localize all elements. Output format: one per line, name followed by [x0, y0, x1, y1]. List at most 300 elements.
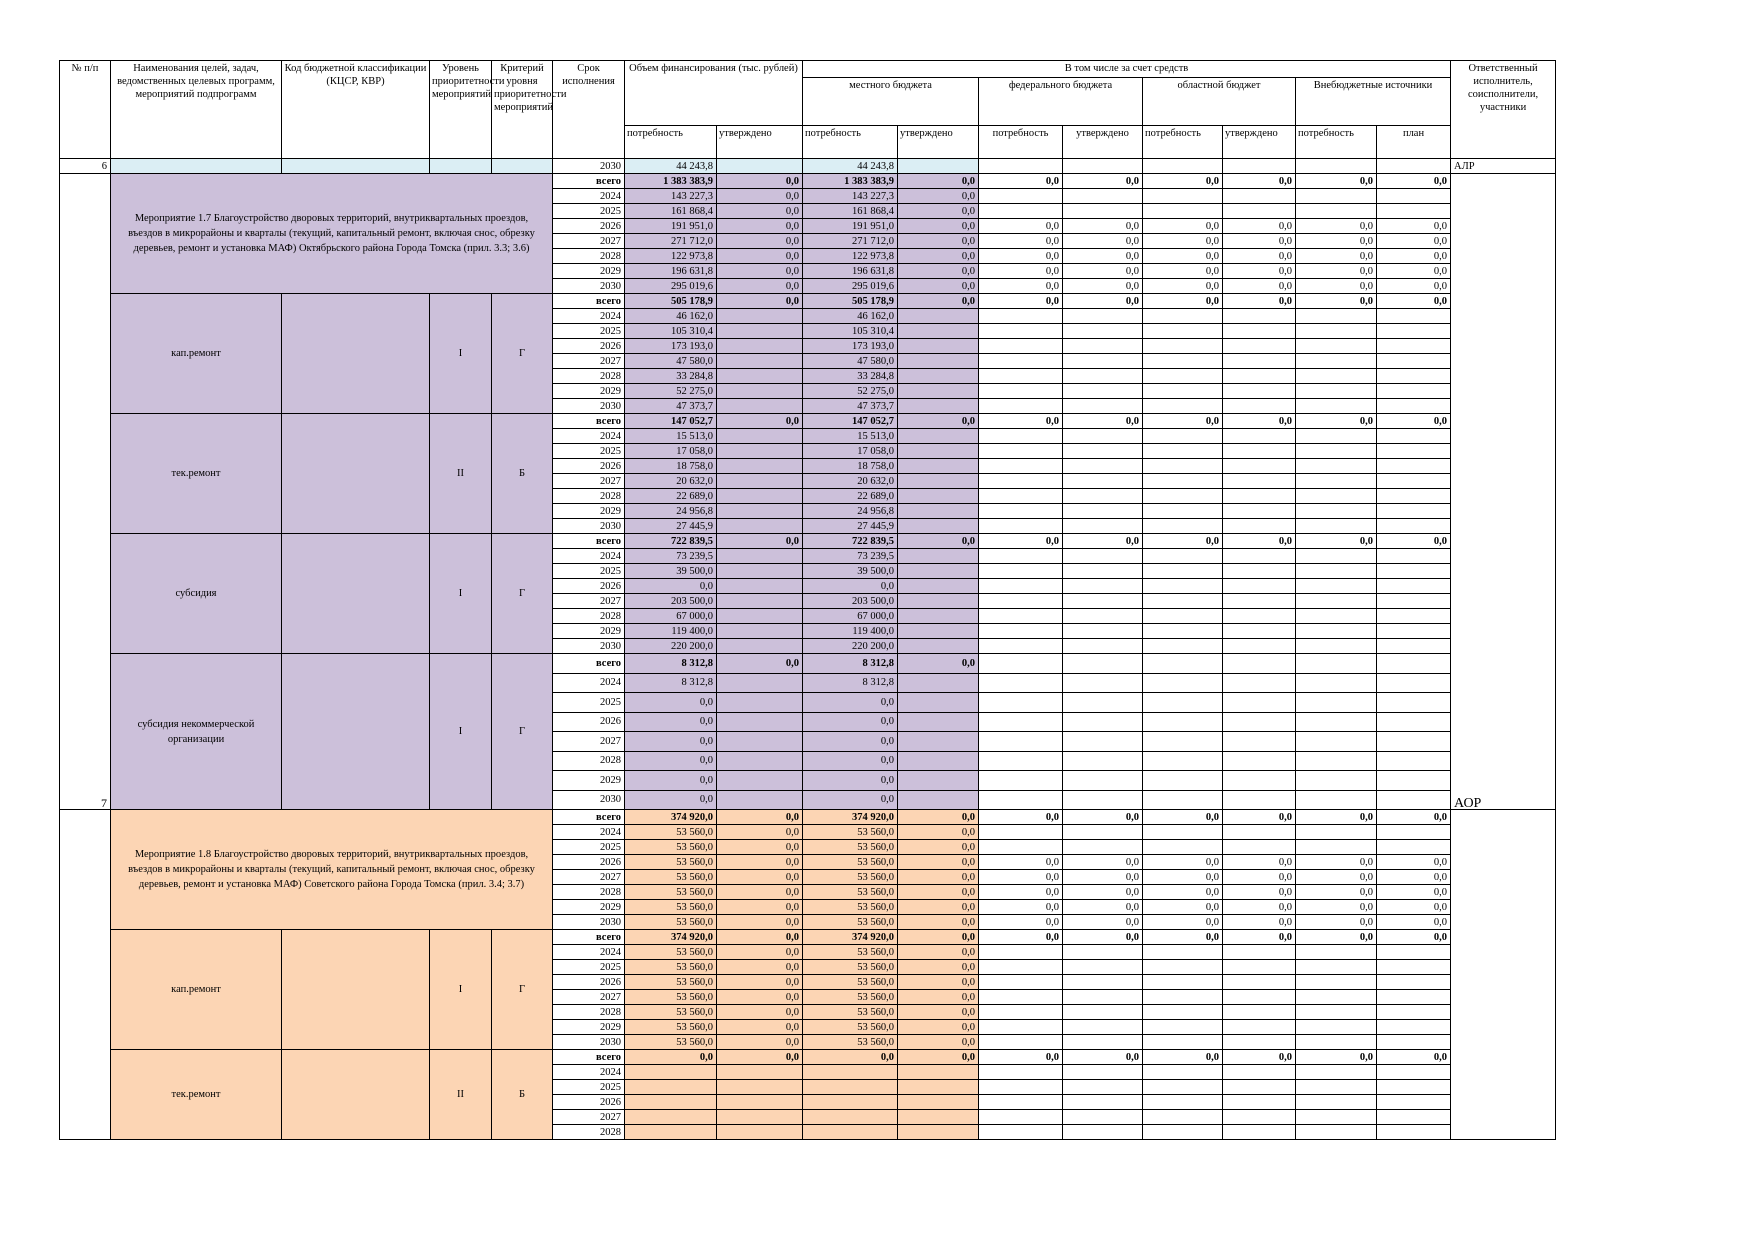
local-approved-cell [898, 1095, 979, 1110]
total-row [60, 1050, 1556, 1065]
other-budget-cell [1223, 519, 1296, 534]
local-need-cell: 53 560,0 [803, 855, 898, 870]
other-budget-cell: 0,0 [1377, 1050, 1451, 1065]
year-cell: 2025 [553, 1080, 625, 1095]
local-approved-cell [898, 444, 979, 459]
local-need-cell: 271 712,0 [803, 234, 898, 249]
local-approved-cell [898, 309, 979, 324]
local-need-cell: 67 000,0 [803, 609, 898, 624]
need-cell: 0,0 [625, 712, 717, 732]
other-budget-cell [1063, 384, 1143, 399]
priority-criterion: Б [492, 414, 553, 534]
other-budget-cell [1377, 771, 1451, 791]
approved-cell [717, 594, 803, 609]
approved-cell [717, 444, 803, 459]
other-budget-cell [1377, 1125, 1451, 1140]
other-budget-cell [1377, 444, 1451, 459]
financing-table [59, 60, 1556, 1140]
budget-code-cell [282, 1050, 430, 1140]
local-need-cell: 18 758,0 [803, 459, 898, 474]
header-responsible: Ответственный исполнитель, соисполнители, участники [1451, 61, 1556, 159]
other-budget-cell [1143, 1080, 1223, 1095]
other-budget-cell [1377, 673, 1451, 693]
local-approved-cell [898, 564, 979, 579]
year-cell: 2028 [553, 1005, 625, 1020]
local-need-cell: 53 560,0 [803, 870, 898, 885]
local-need-cell: 53 560,0 [803, 1020, 898, 1035]
local-approved-cell: 0,0 [898, 654, 979, 674]
approved-cell [717, 1080, 803, 1095]
financing-sheet [59, 60, 1555, 1180]
year-cell: 2026 [553, 339, 625, 354]
other-budget-cell [1063, 771, 1143, 791]
approved-cell [717, 579, 803, 594]
other-budget-cell [1063, 204, 1143, 219]
header-priority: Уровень приоритетности мероприятий [430, 61, 492, 159]
other-budget-cell [1223, 990, 1296, 1005]
other-budget-cell [1143, 990, 1223, 1005]
local-need-cell: 53 560,0 [803, 840, 898, 855]
need-cell: 374 920,0 [625, 810, 717, 825]
other-budget-cell: 0,0 [1377, 810, 1451, 825]
year-cell: 2024 [553, 673, 625, 693]
other-budget-cell [1143, 771, 1223, 791]
header-including: В том числе за счет средств [803, 61, 1451, 78]
other-budget-cell: 0,0 [1143, 264, 1223, 279]
other-budget-cell [1143, 790, 1223, 810]
header-criterion: Критерий уровня приоритетности мероприятий [492, 61, 553, 159]
local-need-cell: 1 383 383,9 [803, 174, 898, 189]
responsible-cell: АОР [1451, 174, 1556, 810]
need-cell: 53 560,0 [625, 1035, 717, 1050]
year-cell: 2024 [553, 189, 625, 204]
other-budget-cell [1063, 639, 1143, 654]
year-cell: 2027 [553, 1110, 625, 1125]
other-budget-cell [1377, 639, 1451, 654]
other-budget-cell: 0,0 [1377, 870, 1451, 885]
need-cell [625, 1095, 717, 1110]
local-approved-cell: 0,0 [898, 885, 979, 900]
other-budget-cell: 0,0 [1063, 1050, 1143, 1065]
total-row [60, 174, 1556, 189]
subitem-name: субсидия некоммерческой организации [111, 654, 282, 810]
subitem-name: тек.ремонт [111, 414, 282, 534]
other-budget-cell [1223, 1065, 1296, 1080]
other-budget-cell: 0,0 [1223, 900, 1296, 915]
other-budget-cell: 0,0 [1143, 855, 1223, 870]
local-approved-cell: 0,0 [898, 189, 979, 204]
other-budget-cell [1223, 189, 1296, 204]
local-need-cell: 722 839,5 [803, 534, 898, 549]
other-budget-cell: 0,0 [979, 870, 1063, 885]
other-budget-cell [1143, 1095, 1223, 1110]
approved-cell [717, 474, 803, 489]
need-cell: 52 275,0 [625, 384, 717, 399]
year-cell: 2027 [553, 732, 625, 752]
other-budget-cell: 0,0 [1063, 855, 1143, 870]
other-budget-cell [979, 1095, 1063, 1110]
local-approved-cell [898, 429, 979, 444]
other-budget-cell: 0,0 [1223, 1050, 1296, 1065]
local-need-cell: 147 052,7 [803, 414, 898, 429]
need-cell: 196 631,8 [625, 264, 717, 279]
other-budget-cell [1223, 1125, 1296, 1140]
year-cell: 2027 [553, 354, 625, 369]
other-budget-cell [1377, 654, 1451, 674]
year-cell: 2026 [553, 459, 625, 474]
local-need-cell: 173 193,0 [803, 339, 898, 354]
approved-cell: 0,0 [717, 855, 803, 870]
local-approved-cell [898, 1065, 979, 1080]
other-budget-cell [1143, 459, 1223, 474]
other-budget-cell [979, 594, 1063, 609]
other-budget-cell [1223, 594, 1296, 609]
local-need-cell: 53 560,0 [803, 990, 898, 1005]
other-budget-cell [1223, 1080, 1296, 1095]
other-budget-cell [1377, 1005, 1451, 1020]
other-budget-cell: 0,0 [1296, 294, 1377, 309]
other-budget-cell: 0,0 [1377, 174, 1451, 189]
approved-cell [717, 309, 803, 324]
other-budget-cell [1063, 732, 1143, 752]
need-cell: 73 239,5 [625, 549, 717, 564]
other-budget-cell [1296, 840, 1377, 855]
other-budget-cell: 0,0 [1223, 870, 1296, 885]
approved-cell [717, 459, 803, 474]
other-budget-cell [1223, 384, 1296, 399]
year-cell: 2028 [553, 885, 625, 900]
local-approved-cell: 0,0 [898, 1020, 979, 1035]
other-budget-cell: 0,0 [1223, 534, 1296, 549]
other-budget-cell [1377, 459, 1451, 474]
other-budget-cell: 0,0 [1296, 219, 1377, 234]
year-cell: 2030 [553, 399, 625, 414]
other-budget-cell: 0,0 [1296, 930, 1377, 945]
local-approved-cell [898, 751, 979, 771]
header-code: Код бюджетной классификации (КЦСР, КВР) [282, 61, 430, 159]
other-budget-cell: 0,0 [1377, 900, 1451, 915]
other-budget-cell [1223, 609, 1296, 624]
local-approved-cell: 0,0 [898, 249, 979, 264]
other-budget-cell: 0,0 [1223, 810, 1296, 825]
other-budget-cell [1223, 369, 1296, 384]
other-budget-cell [979, 960, 1063, 975]
approved-cell [717, 790, 803, 810]
other-budget-cell [1377, 945, 1451, 960]
other-budget-cell [1296, 732, 1377, 752]
local-need-cell: 196 631,8 [803, 264, 898, 279]
other-budget-cell [1296, 673, 1377, 693]
other-budget-cell: 0,0 [1296, 870, 1377, 885]
other-budget-cell [979, 489, 1063, 504]
other-budget-cell: 0,0 [1063, 930, 1143, 945]
other-budget-cell [1143, 489, 1223, 504]
other-budget-cell [1143, 945, 1223, 960]
other-budget-cell [1143, 384, 1223, 399]
other-budget-cell: 0,0 [979, 885, 1063, 900]
local-approved-cell [898, 790, 979, 810]
other-budget-cell: 0,0 [1377, 249, 1451, 264]
other-budget-cell [1063, 624, 1143, 639]
approved-cell [717, 564, 803, 579]
other-budget-cell: 0,0 [1296, 810, 1377, 825]
total-label: всего [553, 414, 625, 429]
other-budget-cell [1063, 1110, 1143, 1125]
need-cell [625, 1125, 717, 1140]
other-budget-cell [1063, 564, 1143, 579]
subitem-name: субсидия [111, 534, 282, 654]
local-need-cell: 53 560,0 [803, 975, 898, 990]
need-cell: 53 560,0 [625, 945, 717, 960]
priority-level: I [430, 930, 492, 1050]
other-budget-cell [979, 624, 1063, 639]
need-cell: 47 373,7 [625, 399, 717, 414]
local-need-cell [803, 1095, 898, 1110]
approved-cell [717, 751, 803, 771]
priority-level: I [430, 654, 492, 810]
other-budget-cell: 0,0 [1063, 534, 1143, 549]
approved-cell: 0,0 [717, 825, 803, 840]
approved-cell: 0,0 [717, 264, 803, 279]
local-approved-cell [898, 712, 979, 732]
other-budget-cell [1063, 519, 1143, 534]
need-cell: 53 560,0 [625, 990, 717, 1005]
need-cell [625, 1110, 717, 1125]
other-budget-cell: 0,0 [1377, 219, 1451, 234]
local-need-cell: 53 560,0 [803, 900, 898, 915]
other-budget-cell [1377, 549, 1451, 564]
other-budget-cell: 0,0 [1223, 915, 1296, 930]
other-budget-cell: 0,0 [1143, 885, 1223, 900]
other-budget-cell [979, 399, 1063, 414]
other-budget-cell: 0,0 [1063, 279, 1143, 294]
other-budget-cell [1143, 1020, 1223, 1035]
year-cell: 2027 [553, 474, 625, 489]
other-budget-cell [1143, 1065, 1223, 1080]
need-cell: 0,0 [625, 751, 717, 771]
other-budget-cell [1063, 654, 1143, 674]
budget-code-cell [282, 414, 430, 534]
other-budget-cell [1377, 339, 1451, 354]
measure-title: Мероприятие 1.7 Благоустройство дворовых территорий, внутриквартальных проездов, въездов в микрорайоны и кварталы (текущий, капитальный ремонт, включая снос, обрезку деревьев, ремонт и установка МАФ) Октябрьского района Города Томска (прил. 3.3; 3.6) [111, 174, 553, 294]
need-cell: 0,0 [625, 579, 717, 594]
other-budget-cell [1223, 1005, 1296, 1020]
other-budget-cell [1377, 399, 1451, 414]
total-label: всего [553, 534, 625, 549]
local-need-cell: 0,0 [803, 579, 898, 594]
other-budget-cell: 0,0 [979, 855, 1063, 870]
other-budget-cell: 0,0 [1377, 930, 1451, 945]
approved-cell: 0,0 [717, 189, 803, 204]
approved-cell [717, 1110, 803, 1125]
approved-cell: 0,0 [717, 915, 803, 930]
other-budget-cell [1063, 189, 1143, 204]
other-budget-cell [979, 732, 1063, 752]
need-cell: 18 758,0 [625, 459, 717, 474]
approved-cell: 0,0 [717, 870, 803, 885]
priority-criterion: Б [492, 1050, 553, 1140]
other-budget-cell [1223, 1020, 1296, 1035]
year-cell: 2024 [553, 309, 625, 324]
other-budget-cell [1377, 840, 1451, 855]
year-cell: 2028 [553, 1125, 625, 1140]
total-label: всего [553, 294, 625, 309]
approved-cell [717, 504, 803, 519]
local-approved-cell [898, 459, 979, 474]
other-budget-cell [1296, 339, 1377, 354]
year-cell: 2029 [553, 504, 625, 519]
budget-code-cell [282, 294, 430, 414]
other-budget-cell [1377, 1095, 1451, 1110]
other-budget-cell [1063, 609, 1143, 624]
approved-cell: 0,0 [717, 960, 803, 975]
other-budget-cell [979, 693, 1063, 713]
other-budget-cell [1296, 594, 1377, 609]
other-budget-cell: 0,0 [979, 915, 1063, 930]
need-cell: 505 178,9 [625, 294, 717, 309]
row-number [60, 810, 111, 1140]
header-approved: утверждено [1063, 126, 1143, 159]
other-budget-cell [1143, 429, 1223, 444]
other-budget-cell [1063, 960, 1143, 975]
need-cell: 0,0 [625, 771, 717, 791]
other-budget-cell [1143, 339, 1223, 354]
local-approved-cell [898, 399, 979, 414]
other-budget-cell: 0,0 [1143, 279, 1223, 294]
header-need: потребность [1143, 126, 1223, 159]
responsible-cell: АЛР [1451, 159, 1556, 174]
other-budget-cell: 0,0 [1143, 174, 1223, 189]
other-budget-cell: 0,0 [1377, 855, 1451, 870]
priority-criterion: Г [492, 534, 553, 654]
other-budget-cell [1296, 204, 1377, 219]
other-budget-cell [979, 519, 1063, 534]
local-approved-cell: 0,0 [898, 945, 979, 960]
approved-cell: 0,0 [717, 279, 803, 294]
local-approved-cell: 0,0 [898, 279, 979, 294]
priority-criterion: Г [492, 654, 553, 810]
approved-cell: 0,0 [717, 1035, 803, 1050]
other-budget-cell [1143, 975, 1223, 990]
year-cell: 2027 [553, 234, 625, 249]
other-budget-cell [1143, 960, 1223, 975]
other-budget-cell [1296, 399, 1377, 414]
local-approved-cell: 0,0 [898, 825, 979, 840]
need-cell: 53 560,0 [625, 1005, 717, 1020]
header-federal: федерального бюджета [979, 78, 1143, 126]
local-approved-cell [898, 693, 979, 713]
need-cell: 39 500,0 [625, 564, 717, 579]
need-cell: 15 513,0 [625, 429, 717, 444]
year-cell: 2026 [553, 1095, 625, 1110]
local-need-cell: 20 632,0 [803, 474, 898, 489]
other-budget-cell [1296, 369, 1377, 384]
other-budget-cell [1223, 324, 1296, 339]
other-budget-cell: 0,0 [1377, 264, 1451, 279]
other-budget-cell [1296, 564, 1377, 579]
local-need-cell: 161 868,4 [803, 204, 898, 219]
local-need-cell: 52 275,0 [803, 384, 898, 399]
local-need-cell [803, 1065, 898, 1080]
other-budget-cell [1063, 840, 1143, 855]
local-approved-cell [898, 1080, 979, 1095]
need-cell: 53 560,0 [625, 975, 717, 990]
other-budget-cell [1063, 489, 1143, 504]
header-need: потребность [1296, 126, 1377, 159]
header-number: № п/п [60, 61, 111, 159]
need-cell: 295 019,6 [625, 279, 717, 294]
other-budget-cell [1143, 519, 1223, 534]
other-budget-cell [1223, 1035, 1296, 1050]
year-cell: 2030 [553, 790, 625, 810]
local-need-cell: 47 580,0 [803, 354, 898, 369]
other-budget-cell: 0,0 [1143, 249, 1223, 264]
other-budget-cell [1296, 1095, 1377, 1110]
need-cell: 122 973,8 [625, 249, 717, 264]
other-budget-cell [979, 339, 1063, 354]
other-budget-cell [1143, 579, 1223, 594]
header-need: потребность [979, 126, 1063, 159]
other-budget-cell: 0,0 [1063, 870, 1143, 885]
year-cell: 2024 [553, 1065, 625, 1080]
approved-cell: 0,0 [717, 945, 803, 960]
priority-criterion: Г [492, 930, 553, 1050]
other-budget-cell: 0,0 [1063, 249, 1143, 264]
other-budget-cell [1296, 1005, 1377, 1020]
need-cell: 143 227,3 [625, 189, 717, 204]
other-budget-cell [1143, 474, 1223, 489]
other-budget-cell [1143, 1125, 1223, 1140]
other-budget-cell [979, 309, 1063, 324]
other-budget-cell [1223, 693, 1296, 713]
other-budget-cell [1143, 399, 1223, 414]
year-cell: 2027 [553, 990, 625, 1005]
approved-cell [717, 429, 803, 444]
other-budget-cell [1377, 519, 1451, 534]
local-need-cell: 73 239,5 [803, 549, 898, 564]
other-budget-cell [1063, 504, 1143, 519]
local-approved-cell: 0,0 [898, 234, 979, 249]
priority-level: II [430, 1050, 492, 1140]
approved-cell: 0,0 [717, 219, 803, 234]
other-budget-cell [979, 1005, 1063, 1020]
other-budget-cell [1223, 840, 1296, 855]
other-budget-cell: 0,0 [1143, 219, 1223, 234]
other-budget-cell [1063, 429, 1143, 444]
other-budget-cell [1377, 189, 1451, 204]
other-budget-cell: 0,0 [1223, 219, 1296, 234]
approved-cell [717, 673, 803, 693]
other-budget-cell [1296, 519, 1377, 534]
year-cell: 2030 [553, 159, 625, 174]
other-budget-cell [1377, 609, 1451, 624]
total-label: всего [553, 654, 625, 674]
need-cell: 220 200,0 [625, 639, 717, 654]
other-budget-cell [1296, 751, 1377, 771]
other-budget-cell: 0,0 [1296, 855, 1377, 870]
year-cell: 2026 [553, 712, 625, 732]
local-need-cell: 143 227,3 [803, 189, 898, 204]
other-budget-cell [979, 1020, 1063, 1035]
local-approved-cell: 0,0 [898, 930, 979, 945]
other-budget-cell [1377, 693, 1451, 713]
local-need-cell: 46 162,0 [803, 309, 898, 324]
other-budget-cell: 0,0 [1377, 234, 1451, 249]
need-cell [625, 1080, 717, 1095]
local-need-cell: 39 500,0 [803, 564, 898, 579]
year-cell: 2025 [553, 840, 625, 855]
other-budget-cell [1223, 673, 1296, 693]
